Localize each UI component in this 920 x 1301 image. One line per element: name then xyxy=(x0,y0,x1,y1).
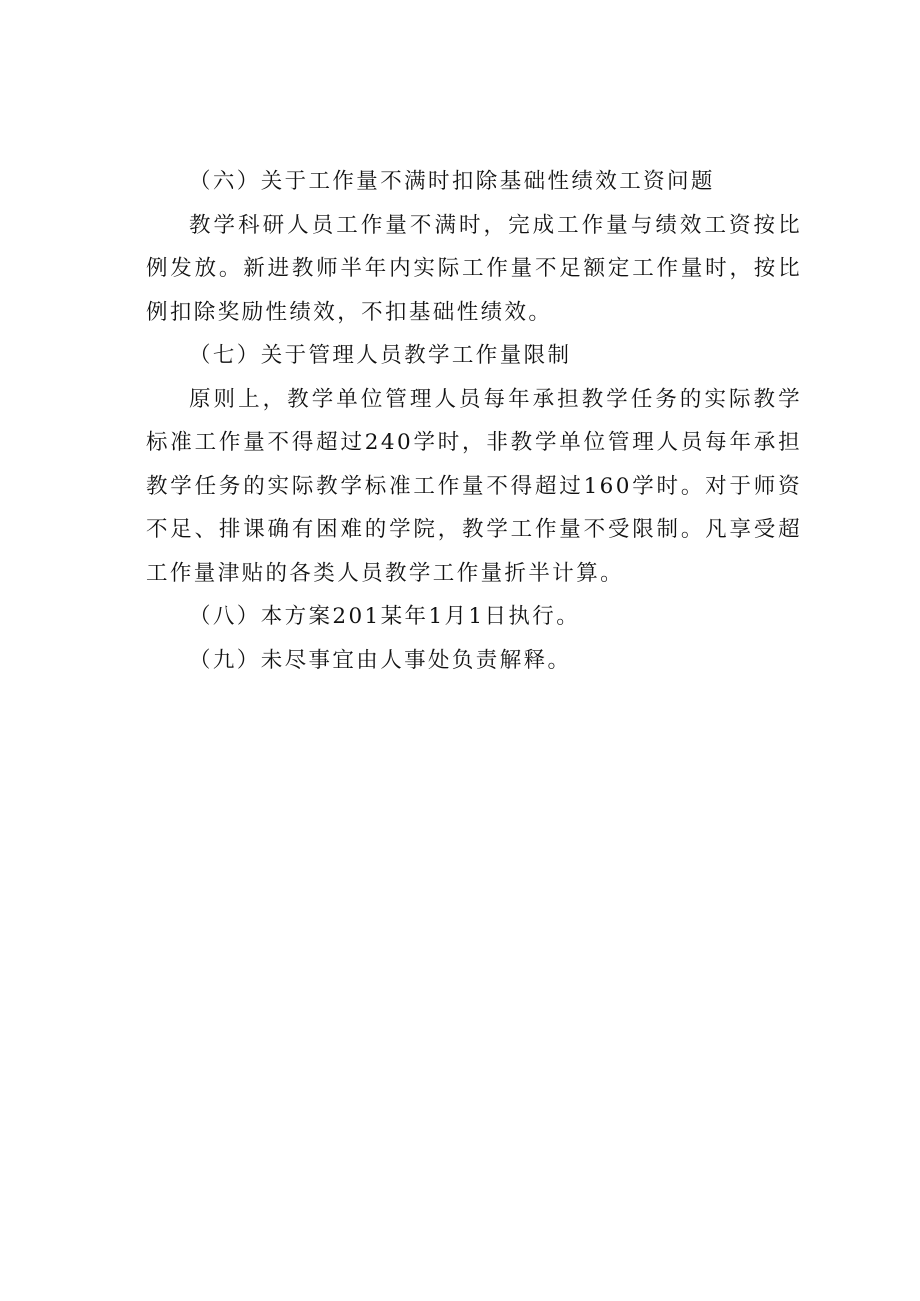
document-body xyxy=(146,160,802,682)
section-heading-seven: （七）关于管理人员教学工作量限制 xyxy=(189,343,572,368)
section-item-eight: （八）本方案201某年1月1日执行。 xyxy=(189,604,581,629)
paragraph-workload-deduction: 教学科研人员工作量不满时，完成工作量与绩效工资按比例发放。新进教师半年内实际工作量不足额定工作量时，按比例扣除奖励性绩效，不扣基础性绩效。 xyxy=(146,212,802,325)
paragraph-management-limit: 原则上，教学单位管理人员每年承担教学任务的实际教学标准工作量不得超过240学时，非教学单位管理人员每年承担教学任务的实际教学标准工作量不得超过160学时。对于师资不足、排课确有困难的学院，教学工作量不受限制。凡享受超工作量津贴的各类人员教学工作量折半计算。 xyxy=(146,386,802,586)
section-item-nine: （九）未尽事宜由人事处负责解释。 xyxy=(189,647,572,673)
section-heading-six: （六）关于工作量不满时扣除基础性绩效工资问题 xyxy=(189,169,715,194)
